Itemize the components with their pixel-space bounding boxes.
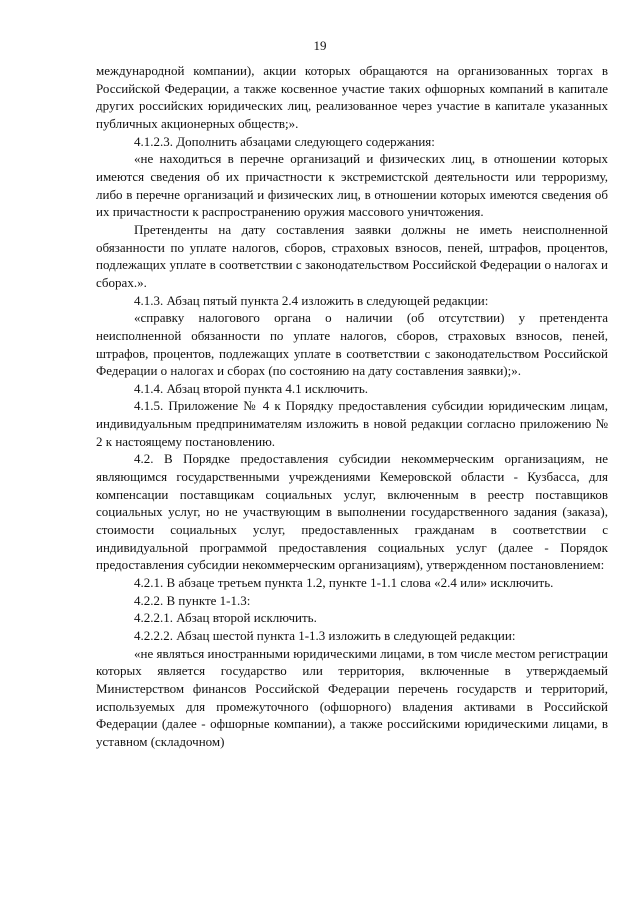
paragraph-quote-tax-certificate: «справку налогового органа о наличии (об отсутствии) у претендента неисполненной обязанности по уплате налогов, сборов, страховых взносов, пеней, штрафов, процентов, подлежащих уплате в соответствии с законодательством Российской Федерации о налогах и сборах (по состоянию на дату составления заявки);». xyxy=(96,310,608,379)
page-number: 19 xyxy=(313,38,327,53)
paragraph-4-2-1: 4.2.1. В абзаце третьем пункта 1.2, пункте 1-1.1 слова «2.4 или» исключить. xyxy=(134,575,554,591)
paragraph-4-1-2-3: 4.1.2.3. Дополнить абзацами следующего содержания: xyxy=(134,133,435,149)
paragraph-4-1-4: 4.1.4. Абзац второй пункта 4.1 исключить. xyxy=(134,380,369,396)
paragraph-4-1-3: 4.1.3. Абзац пятый пункта 2.4 изложить в следующей редакции: xyxy=(134,292,489,308)
paragraph-4-2-2: 4.2.2. В пункте 1-1.3: xyxy=(134,592,251,608)
paragraph-quote-foreign-entities: «не являться иностранными юридическими лицами, в том числе местом регистрации которых является государство или территория, включенные в утверждаемый Министерством финансов Российской Федерации перечень государств и территорий, используемых для промежуточного (офшорного) владения активами в Российской Федерации (далее - офшорные компании), а также российскими юридическими лицами, в уставном (складочном) xyxy=(96,645,608,749)
paragraph-quote-extremism: «не находиться в перечне организаций и физических лиц, в отношении которых имеются сведения об их причастности к экстремистской деятельности или терроризму, либо в перечне организаций и физических лиц, в отношении которых имеются сведения об их причастности к распространению оружия массового уничтожения. xyxy=(96,151,608,220)
document-body xyxy=(96,62,608,751)
paragraph-4-2-2-2: 4.2.2.2. Абзац шестой пункта 1-1.3 изложить в следующей редакции: xyxy=(134,628,516,643)
paragraph-4-1-5: 4.1.5. Приложение № 4 к Порядку предоставления субсидии юридическим лицам, индивидуальным предпринимателям изложить в новой редакции согласно приложению № 2 к настоящему постановлению. xyxy=(96,398,608,449)
paragraph-applicants-taxes: Претенденты на дату составления заявки должны не иметь неисполненной обязанности по уплате налогов, сборов, страховых взносов, пеней, штрафов, процентов, подлежащих уплате в соответствии с законодательством Российской Федерации о налогах и сборах.». xyxy=(96,221,608,290)
paragraph-4-2: 4.2. В Порядке предоставления субсидии некоммерческим организациям, не являющимся государственными учреждениями Кемеровской области - Кузбасса, для компенсации поставщикам социальных услуг, включенным в реестр поставщиков социальных услуг, но не участвующим в выполнении государственного задания (заказа), стоимости социальных услуг, предоставленных гражданам в соответствии с индивидуальной программой предоставления социальных услуг (далее - Порядок предоставления субсидии некоммерческим организациям), утвержденном постановлением: xyxy=(96,451,608,573)
paragraph-4-2-2-1: 4.2.2.1. Абзац второй исключить. xyxy=(134,610,317,626)
paragraph-continuation: международной компании), акции которых обращаются на организованных торгах в Российской Федерации, а также косвенное участие таких офшорных компаний в капитале других российских юридических лиц, реализованное через участие в капитале указанных публичных акционерных обществ;». xyxy=(96,63,608,131)
